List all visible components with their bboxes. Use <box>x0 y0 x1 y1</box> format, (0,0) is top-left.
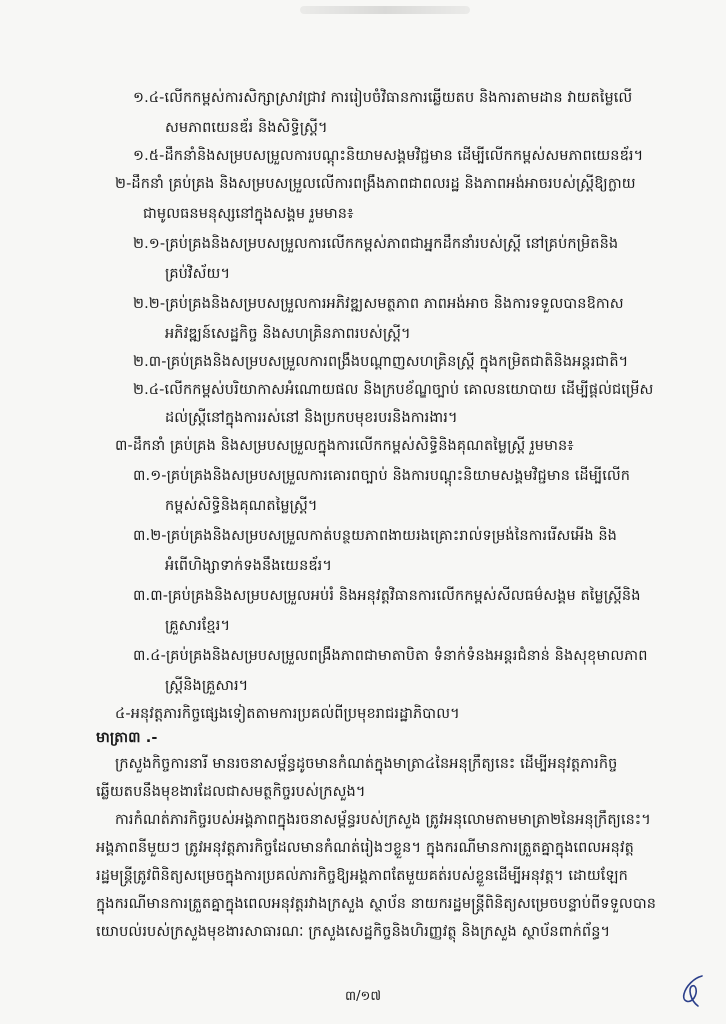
text-line: ដល់ស្ត្រីនៅក្នុងការរស់នៅ និងប្រកបមុខរបរនិងការងារ។ <box>165 410 458 426</box>
header-scan-mark <box>300 6 470 14</box>
paragraph-line: ឆ្លើយតបនឹងមុខងារដែលជាសមត្ថកិច្ចរបស់ក្រសួង។ <box>96 784 366 800</box>
paragraph-line: ក្រសួងកិច្ចការនារី មានរចនាសម្ព័ន្ធដូចមានកំណត់ក្នុងមាត្រា៤នៃអនុក្រឹត្យនេះ ដើម្បីអនុវត្តភារកិច្ច <box>115 756 618 772</box>
text-line: អភិវឌ្ឍន៍សេដ្ឋកិច្ច និងសហគ្រិនភាពរបស់ស្ត្រី។ <box>165 326 411 342</box>
text-line: ៣-ដឹកនាំ គ្រប់គ្រង និងសម្របសម្រួលក្នុងការលើកកម្ពស់សិទ្ធិនិងគុណតម្លៃស្ត្រី រួមមាន៖ <box>115 438 574 454</box>
text-line: អំពើហិង្សាទាក់ទងនឹងយេនឌ័រ។ <box>165 558 333 574</box>
text-line: គ្រួសារខ្មែរ។ <box>165 618 231 634</box>
text-line: ស្ត្រីនិងគ្រួសារ។ <box>165 678 249 694</box>
text-line: ២.៣-គ្រប់គ្រងនិងសម្របសម្រួលការពង្រឹងបណ្តាញសហគ្រិនស្ត្រី ក្នុងកម្រិតជាតិនិងអន្តរជាតិ។ <box>133 354 629 370</box>
text-line: ជាមូលធនមនុស្សនៅក្នុងសង្គម រួមមាន៖ <box>143 206 354 222</box>
text-line: ៤-អនុវត្តភារកិច្ចផ្សេងទៀតតាមការប្រគល់ពីប្រមុខរាជរដ្ឋាភិបាល។ <box>115 706 460 722</box>
text-line: ២-ដឹកនាំ គ្រប់គ្រង និងសម្របសម្រួលលើការពង្រឹងភាពជាពលរដ្ឋ និងភាពអង់អាចរបស់ស្ត្រីឱ្យក្លាយ <box>115 176 636 192</box>
text-line: ៣.៣-គ្រប់គ្រងនិងសម្របសម្រួលអប់រំ និងអនុវត្តវិធានការលើកកម្ពស់សីលធម៌សង្គម តម្លៃស្ត្រីនិង <box>133 588 641 604</box>
text-line: កម្ពស់សិទ្ធិនិងគុណតម្លៃស្ត្រី។ <box>165 498 318 514</box>
paragraph-line: យោបល់របស់ក្រសួងមុខងារសាធារណៈ ក្រសួងសេដ្ឋកិច្ចនិងហិរញ្ញវត្ថុ និងក្រសួង ស្ថាប័នពាក់ព័ន្ធ។ <box>96 924 611 940</box>
text-line: ២.៤-លើកកម្ពស់បរិយាកាសអំណោយផល និងក្របខ័ណ្ឌច្បាប់ គោលនយោបាយ ដើម្បីផ្តល់ជម្រើស <box>133 382 654 398</box>
text-line: ១.៥-ដឹកនាំនិងសម្របសម្រួលការបណ្តុះនិយាមសង្គមវិជ្ជមាន ដើម្បីលើកកម្ពស់សមភាពយេនឌ័រ។ <box>133 148 644 164</box>
text-line: សមភាពយេនឌ័រ និងសិទ្ធិស្ត្រី។ <box>165 120 328 136</box>
text-line: ៣.១-គ្រប់គ្រងនិងសម្របសម្រួលការគោរពច្បាប់ និងការបណ្តុះនិយាមសង្គមវិជ្ជមាន ដើម្បីលើក <box>133 468 631 484</box>
initials-signature <box>672 972 712 1012</box>
article-heading: មាត្រា៣ .- <box>96 730 158 746</box>
text-line: ៣.២-គ្រប់គ្រងនិងសម្របសម្រួលកាត់បន្ថយភាពងាយរងគ្រោះរាល់ទម្រង់នៃការរើសអើង និង <box>133 528 617 544</box>
text-line: គ្រប់វិស័យ។ <box>165 266 231 282</box>
text-line: ១.៤-លើកកម្ពស់ការសិក្សាស្រាវជ្រាវ ការរៀបចំវិធានការឆ្លើយតប និងការតាមដាន វាយតម្លៃលើ <box>133 90 633 106</box>
text-line: ៣.៤-គ្រប់គ្រងនិងសម្របសម្រួលពង្រឹងភាពជាមាតាបិតា ទំនាក់ទំនងអន្តរជំនាន់ និងសុខុមាលភាព <box>133 648 648 664</box>
text-line: ២.២-គ្រប់គ្រងនិងសម្របសម្រួលការអភិវឌ្ឍសមត្ថភាព ភាពអង់អាច និងការទទួលបានឱកាស <box>133 296 624 312</box>
paragraph-line: អង្គភាពនីមួយៗ ត្រូវអនុវត្តភារកិច្ចដែលមានកំណត់រៀងៗខ្លួន។ ក្នុងករណីមានការត្រួតគ្នាក្នុងពេលអនុវត្ត <box>96 840 634 856</box>
text-line: ២.១-គ្រប់គ្រងនិងសម្របសម្រួលការលើកកម្ពស់ភាពជាអ្នកដឹកនាំរបស់ស្ត្រី នៅគ្រប់កម្រិតនិង <box>133 236 619 252</box>
page-number: ៣/១៧ <box>345 989 381 1004</box>
paragraph-line: ក្នុងករណីមានការត្រួតគ្នាក្នុងពេលអនុវត្តរវាងក្រសួង ស្ថាប័ន នាយករដ្ឋមន្ត្រីពិនិត្យសម្រេចបន្ទាប់ពីទទួលបាន <box>96 896 657 912</box>
paragraph-line: រដ្ឋមន្ត្រីត្រូវពិនិត្យសម្រេចក្នុងការប្រគល់ភារកិច្ចឱ្យអង្គភាពតែមួយគត់របស់ខ្លួនដើម្បីអនុវត្ត។ ដោយឡែក <box>96 868 628 884</box>
paragraph-line: ការកំណត់ភារកិច្ចរបស់អង្គភាពក្នុងរចនាសម្ព័ន្ធរបស់ក្រសួង ត្រូវអនុលោមតាមមាត្រា២នៃអនុក្រឹត្យនេះ។ <box>115 812 651 828</box>
